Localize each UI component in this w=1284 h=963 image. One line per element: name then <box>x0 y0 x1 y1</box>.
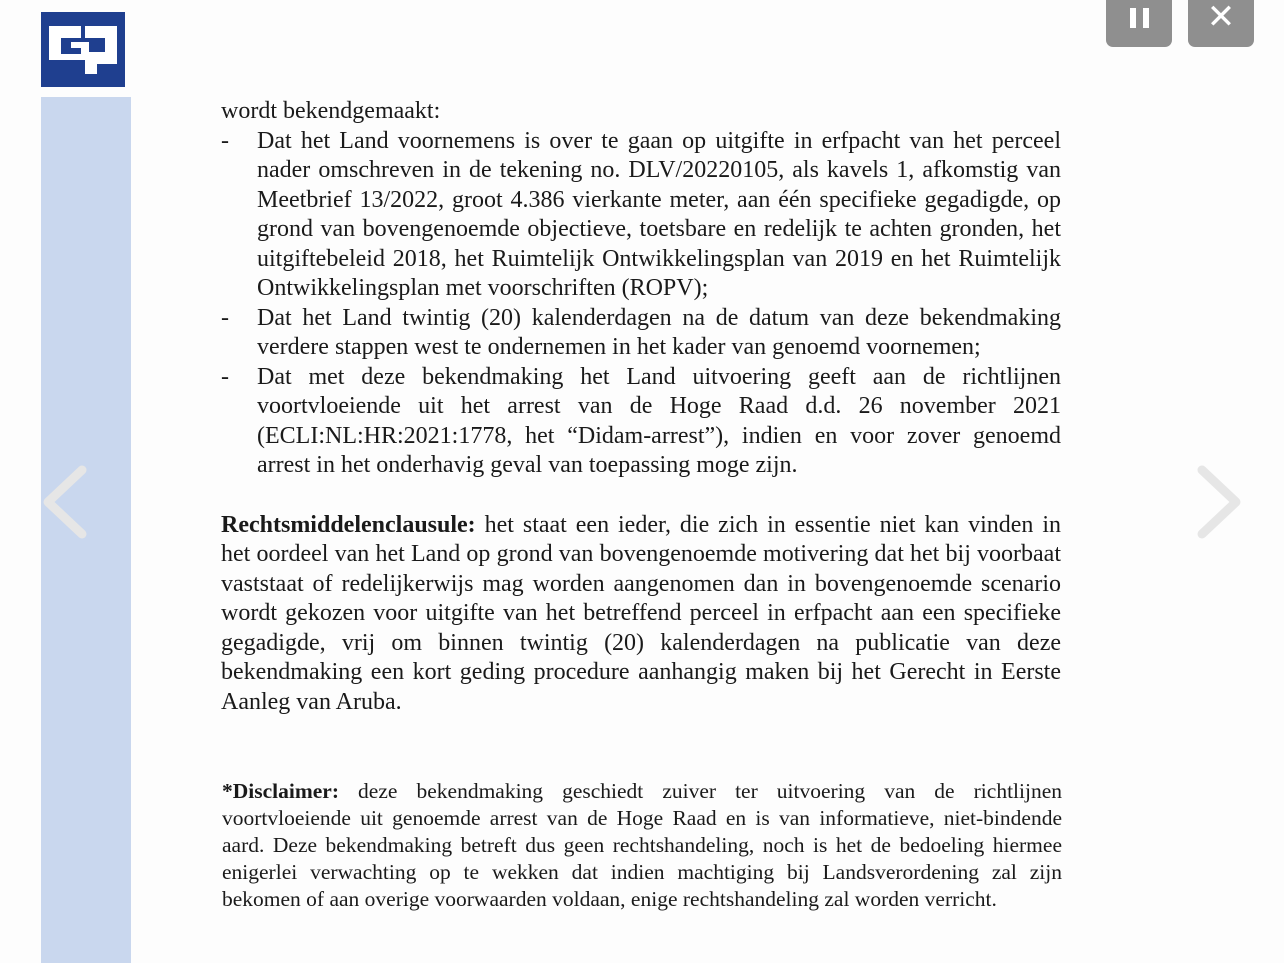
list-item-text: Dat het Land twintig (20) kalenderdagen na de datum van deze bekendmaking verdere stappen west te ondernemen in het kader van genoemd voornemen; <box>257 304 1061 360</box>
document-body <box>221 97 1061 717</box>
list-item-text: Dat het Land voornemens is over te gaan op uitgifte in erfpacht van het perceel nader omschreven in de tekening no. DLV/20220105, als kavels 1, afkomstig van Meetbrief 13/2022, groot 4.386 vierkante meter, aan één specifieke gegadigde, op grond van bovengenoemde objectieve, toetsbare en redelijk te achten gronden, het uitgiftebeleid 2018, het Ruimtelijk Ontwikkelingsplan van 2019 en het Ruimtelijk Ontwikkelingsplan met voorschriften (ROPV); <box>257 127 1061 301</box>
disclaimer-label: *Disclaimer: <box>222 779 340 803</box>
bullet-dash: - <box>221 127 229 154</box>
close-icon: ✕ <box>1206 0 1236 37</box>
pause-icon <box>1130 8 1149 28</box>
chevron-right-icon <box>1192 462 1246 542</box>
announcement-list <box>221 127 1061 481</box>
list-item <box>221 304 1061 363</box>
close-button[interactable] <box>1188 0 1254 47</box>
rechtsmiddelen-label: Rechtsmiddelenclausule: <box>221 511 476 538</box>
chevron-left-icon <box>38 462 92 542</box>
bullet-dash: - <box>221 304 229 331</box>
intro-text: wordt bekendgemaakt: <box>221 98 441 124</box>
disclaimer-paragraph <box>222 778 1062 913</box>
bullet-dash: - <box>221 363 229 390</box>
pause-button[interactable] <box>1106 0 1172 47</box>
disclaimer-text: deze bekendmaking geschiedt zuiver ter uitvoering van de richtlijnen voortvloeiende uit genoemde arrest van de Hoge Raad en is van informatieve, niet-bindende aard. Deze bekendmaking betreft dus geen rechtshandeling, noch is het de bedoeling hiermee enigerlei verwachting op te wekken dat indien machtiging bij Landsverordening zal zijn bekomen of aan overige voorwaarden voldaan, enige rechtshandeling zal worden verricht. <box>222 779 1062 911</box>
next-button[interactable] <box>1192 462 1246 542</box>
government-logo-icon <box>41 12 125 87</box>
list-item <box>221 127 1061 304</box>
rechtsmiddelen-text: het staat een ieder, die zich in essentie niet kan vinden in het oordeel van het Land op grond van bovengenoemde motivering dat het bij voorbaat vaststaat of redelijkerwijs mag worden aangenomen dan in bovengenoemde scenario wordt gekozen voor uitgifte van het betreffend perceel in erfpacht aan een specifieke gegadigde, vrij om binnen twintig (20) kalenderdagen na publicatie van deze bekendmaking een kort geding procedure aanhangig maken bij het Gerecht in Eerste Aanleg van Aruba. <box>221 511 1061 715</box>
list-item-text: Dat met deze bekendmaking het Land uitvoering geeft aan de richtlijnen voortvloeiende uit het arrest van de Hoge Raad d.d. 26 november 2021 (ECLI:NL:HR:2021:1778, het “Didam-arrest”), indien en voor zover genoemd arrest in het onderhavig geval van toepassing moge zijn. <box>257 363 1061 478</box>
rechtsmiddelen-paragraph <box>221 511 1061 718</box>
list-item <box>221 363 1061 481</box>
previous-button[interactable] <box>38 462 92 542</box>
